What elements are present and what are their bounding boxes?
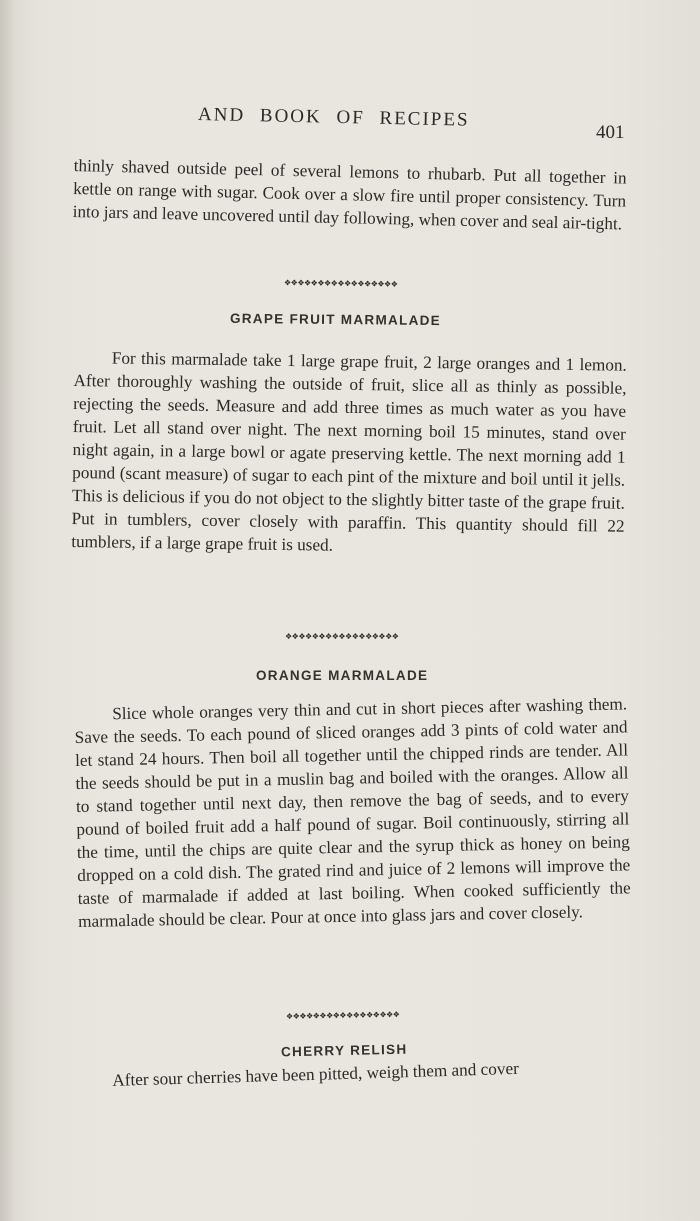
recipe-heading-cherry: CHERRY RELISH [280, 1041, 408, 1060]
orange-recipe-text: Slice whole oranges very thin and cut in short pieces after washing them. Save the seeds. To each pound of sliced oranges add 3 pints of cold water and let stand 24 hours. Then boil all together until the chipped rinds are tender. All the seeds should be put in a muslin bag and boiled with the oranges. Allow all to stand together until next day, then remove the bag of seeds, and to every pound of boiled fruit add a half pound of sugar. Boil continuously, stirring all the time, until the chips are quite clear and the syrup thick as honey on being dropped on a cold dish. The grated rind and juice of 2 lemons will improve the taste of marmalade if added at last boiling. When cooked sufficiently the marmalade should be clear. Pour at once into glass jars and cover closely. [74, 694, 631, 931]
cherry-recipe-block [74, 1054, 627, 1093]
recipe-heading-grapefruit: GRAPE FRUIT MARMALADE [229, 310, 442, 329]
grapefruit-recipe-text: For this marmalade take 1 large grape fruit, 2 large oranges and 1 lemon. After thoroughly washing the outside of fruit, slice all as thinly as possible, rejecting the seeds. Measure and add three times as much water as you have fruit. Let all stand over night. The next morning boil 15 minutes, stand over night again, in a large bowl or agate preserving kettle. The next morning add 1 pound (scant measure) of sugar to each pint of the mixture and boil until it jells. This is delicious if you do not object to the slightly bitter taste of the grape fruit. Put in tumblers, cover closely with paraffin. This quantity should fill 22 tumblers, if a large grape fruit is used. [71, 348, 627, 555]
ornament-divider: ❖❖❖❖❖❖❖❖❖❖❖❖❖❖❖❖❖ [283, 278, 398, 289]
continuation-text: thinly shaved outside peel of several lemons to rhubarb. Put all together in kettle on range with sugar. Cook over a slow fire until proper consistency. Turn into jars and leave uncovered until day following, when cover and seal air-tight. [72, 155, 627, 234]
orange-recipe-block [74, 692, 631, 933]
ornament-divider: ❖❖❖❖❖❖❖❖❖❖❖❖❖❖❖❖❖ [285, 1010, 400, 1021]
gutter-shadow [0, 0, 14, 1221]
grapefruit-recipe-block [71, 346, 627, 561]
recipe-heading-orange: ORANGE MARMALADE [256, 668, 429, 683]
cherry-recipe-text: After sour cherries have been pitted, weigh them and cover [112, 1058, 520, 1090]
continuation-paragraph [72, 154, 626, 236]
page-number: 401 [596, 122, 625, 143]
ornament-divider: ❖❖❖❖❖❖❖❖❖❖❖❖❖❖❖❖❖ [285, 632, 399, 641]
running-head: AND BOOK OF RECIPES [197, 104, 470, 131]
